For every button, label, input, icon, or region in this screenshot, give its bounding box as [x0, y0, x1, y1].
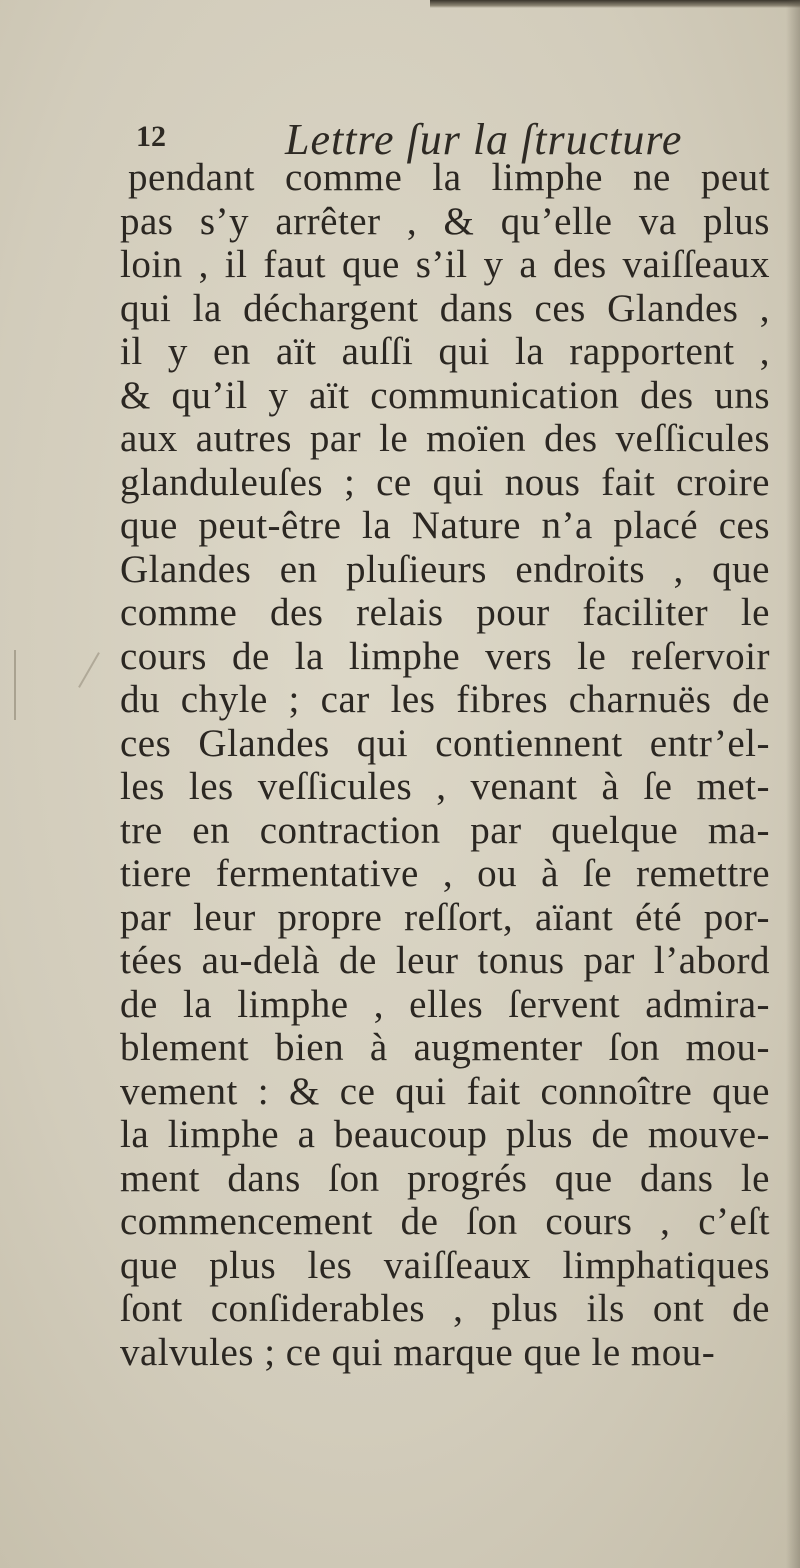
text-line: qui la déchargent dans ces Glandes , [120, 286, 770, 330]
body-text [120, 156, 770, 1374]
margin-stain [14, 650, 16, 720]
page-right-edge-shadow [786, 0, 800, 1568]
text-line: & qu’il y aït communication des uns [120, 373, 770, 417]
text-line: il y en aït auſſi qui la rapportent , [120, 330, 770, 373]
text-line: pas s’y arrêter , & qu’elle va plus [120, 199, 770, 243]
text-line: tiere fermentative , ou à ſe remettre [120, 852, 770, 895]
text-line: commencement de ſon cours , c’eſt [120, 1200, 770, 1243]
text-line: ces Glandes qui contiennent entr’el- [120, 721, 770, 765]
margin-stain [78, 652, 100, 688]
text-line: ment dans ſon progrés que dans le [120, 1156, 770, 1200]
text-line: vement : & ce qui fait connoître que [120, 1069, 770, 1113]
text-line: comme des relais pour faciliter le [120, 591, 770, 634]
text-line: du chyle ; car les fibres charnuës de [120, 678, 770, 721]
text-line: tre en contraction par quelque ma- [120, 808, 770, 852]
text-line: Glandes en pluſieurs endroits , que [120, 547, 770, 591]
text-line: la limphe a beaucoup plus de mouve- [120, 1113, 770, 1156]
text-line: que plus les vaiſſeaux limphatiques [120, 1243, 770, 1287]
page-top-edge [430, 0, 800, 8]
text-line: pendant comme la limphe ne peut [128, 156, 770, 199]
text-line: de la limphe , elles ſervent admira- [120, 982, 770, 1026]
text-line: par leur propre reſſort, aïant été por- [120, 895, 770, 939]
text-line: tées au-delà de leur tonus par l’abord [120, 939, 770, 982]
text-line: les les veſſicules , venant à ſe met- [120, 765, 770, 808]
running-head-title: Lettre ſur la ſtructure [285, 115, 683, 164]
text-line: aux autres par le moïen des veſſicules [120, 417, 770, 460]
page-number: 12 [136, 120, 166, 153]
text-line: loin , il faut que s’il y a des vaiſſeaux [120, 243, 770, 286]
text-line: cours de la limphe vers le reſervoir [120, 634, 770, 678]
text-line: ſont conſiderables , plus ils ont de [120, 1287, 770, 1330]
text-line: glanduleuſes ; ce qui nous fait croire [120, 460, 770, 504]
text-line: valvules ; ce qui marque que le mou- [120, 1330, 716, 1374]
text-line: blement bien à augmenter ſon mou- [120, 1026, 770, 1069]
text-line: que peut-être la Nature n’a placé ces [120, 504, 770, 547]
